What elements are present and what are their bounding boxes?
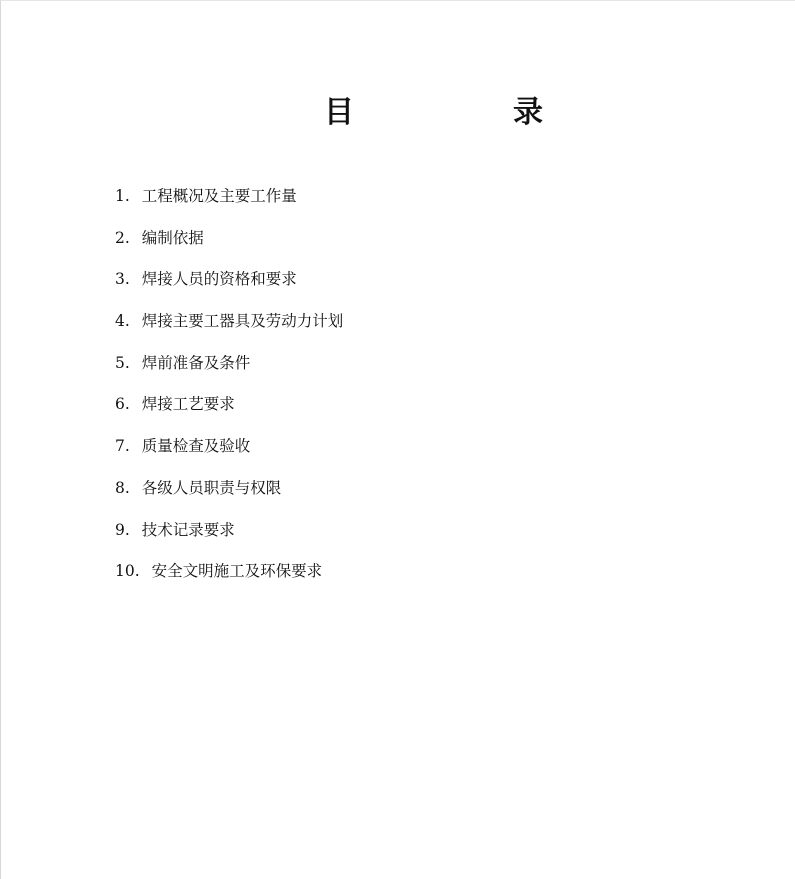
toc-item-1 [115, 181, 343, 223]
toc-item-9 [115, 515, 343, 557]
toc-text: 技术记录要求 [141, 520, 235, 539]
toc-number: 8. [115, 478, 130, 497]
toc-item-10 [115, 556, 343, 598]
toc-number: 1. [115, 187, 130, 205]
toc-number: 4. [115, 312, 130, 331]
toc-text: 编制依据 [141, 228, 204, 247]
toc-item-5 [115, 348, 343, 390]
toc-item-6 [115, 389, 343, 431]
toc-text: 安全文明施工及环保要求 [151, 562, 323, 581]
toc-item-8 [115, 473, 343, 515]
title-char-2: 录 [513, 95, 543, 130]
toc-number: 10. [115, 562, 140, 581]
toc-text: 质量检查及验收 [141, 437, 251, 456]
toc-number: 2. [115, 228, 130, 247]
toc-text: 焊接人员的资格和要求 [141, 270, 297, 289]
toc-item-2 [115, 223, 343, 265]
toc-item-7 [115, 431, 343, 473]
toc-text: 焊接工艺要求 [141, 395, 235, 414]
toc-text: 焊接主要工器具及劳动力计划 [141, 312, 344, 331]
toc-number: 3. [115, 270, 130, 289]
toc-text: 焊前准备及条件 [141, 353, 251, 372]
toc-number: 6. [115, 395, 130, 414]
toc-item-3 [115, 264, 343, 306]
page-title [1, 91, 795, 135]
toc-number: 5. [115, 353, 130, 372]
table-of-contents [115, 181, 343, 598]
toc-text: 工程概况及主要工作量 [141, 187, 297, 205]
toc-number: 9. [115, 520, 130, 539]
title-char-1: 目 [324, 95, 354, 130]
toc-text: 各级人员职责与权限 [141, 478, 282, 497]
toc-item-4 [115, 306, 343, 348]
toc-number: 7. [115, 437, 130, 456]
